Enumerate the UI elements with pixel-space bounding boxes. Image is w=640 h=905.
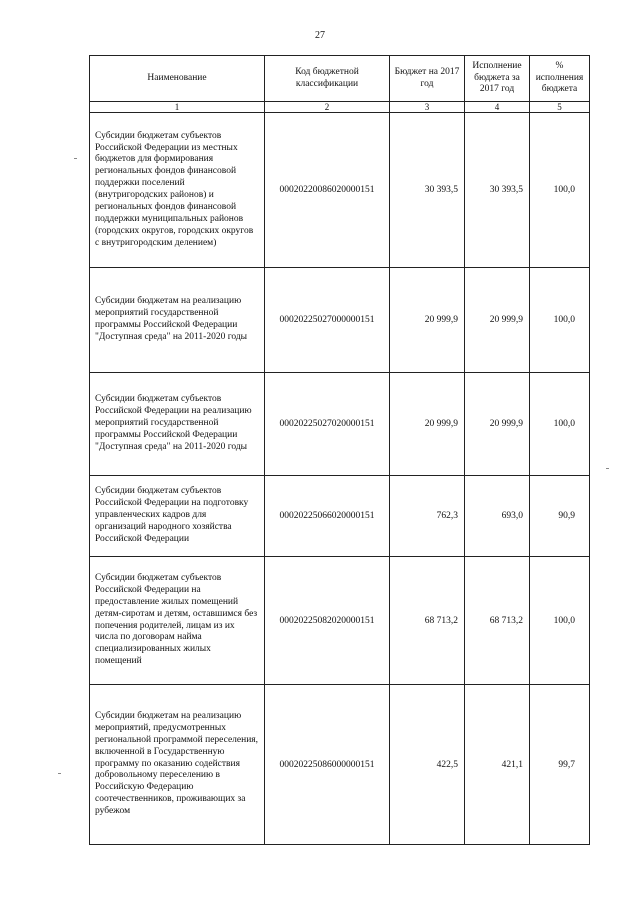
table-row (90, 476, 590, 557)
row-execution: 20 999,9 (465, 373, 530, 476)
table-row (90, 557, 590, 685)
header-percent: % исполнения бюджета (530, 56, 590, 102)
row-percent: 100,0 (530, 373, 590, 476)
table-row (90, 373, 590, 476)
row-budget: 68 713,2 (390, 557, 465, 685)
row-execution: 30 393,5 (465, 113, 530, 268)
row-execution: 20 999,9 (465, 268, 530, 373)
row-name: Субсидии бюджетам субъектов Российской Федерации на предоставление жилых помещений детям-сиротам и детям, оставшимся без попечения родителей, лицам из их числа по договорам найма специализированных жилых помещений (90, 557, 265, 685)
scan-speck (74, 158, 77, 159)
table-row (90, 685, 590, 845)
row-percent: 100,0 (530, 268, 590, 373)
row-code: 00020225086000000151 (265, 685, 390, 845)
row-execution: 421,1 (465, 685, 530, 845)
row-code: 00020225082020000151 (265, 557, 390, 685)
table-header (90, 56, 590, 113)
row-budget: 30 393,5 (390, 113, 465, 268)
row-name: Субсидии бюджетам на реализацию мероприятий государственной программы Российской Федерации "Доступная среда" на 2011-2020 годы (90, 268, 265, 373)
row-budget: 20 999,9 (390, 268, 465, 373)
page-number: 27 (315, 30, 325, 41)
row-budget: 422,5 (390, 685, 465, 845)
row-code: 00020225027020000151 (265, 373, 390, 476)
budget-table (89, 55, 590, 845)
row-budget: 20 999,9 (390, 373, 465, 476)
row-code: 00020225066020000151 (265, 476, 390, 557)
row-percent: 99,7 (530, 685, 590, 845)
header-name: Наименование (90, 56, 265, 102)
column-number-row (90, 102, 590, 113)
scan-speck (606, 468, 609, 469)
row-execution: 693,0 (465, 476, 530, 557)
column-number: 3 (390, 102, 465, 113)
column-number: 1 (90, 102, 265, 113)
scan-speck (58, 773, 61, 774)
table-row (90, 268, 590, 373)
column-number: 2 (265, 102, 390, 113)
row-code: 00020225027000000151 (265, 268, 390, 373)
row-name: Субсидии бюджетам субъектов Российской Федерации из местных бюджетов для формирования региональных фондов финансовой поддержки поселений (внутригородских районов) и региональных фондов финансовой поддержки муниципальных районов (городских округов, городских округов с внутригородским делением) (90, 113, 265, 268)
header-budget: Бюджет на 2017 год (390, 56, 465, 102)
row-code: 00020220086020000151 (265, 113, 390, 268)
column-number: 5 (530, 102, 590, 113)
row-budget: 762,3 (390, 476, 465, 557)
header-execution: Исполнение бюджета за 2017 год (465, 56, 530, 102)
row-percent: 100,0 (530, 113, 590, 268)
row-percent: 100,0 (530, 557, 590, 685)
header-code: Код бюджетной классификации (265, 56, 390, 102)
column-number: 4 (465, 102, 530, 113)
row-percent: 90,9 (530, 476, 590, 557)
row-name: Субсидии бюджетам субъектов Российской Федерации на подготовку управленческих кадров для организаций народного хозяйства Российской Федерации (90, 476, 265, 557)
row-name: Субсидии бюджетам субъектов Российской Федерации на реализацию мероприятий государственной программы Российской Федерации "Доступная среда" на 2011-2020 годы (90, 373, 265, 476)
table-row (90, 113, 590, 268)
row-name: Субсидии бюджетам на реализацию мероприятий, предусмотренных региональной программой переселения, включенной в Государственную программу по оказанию содействия добровольному переселению в Российскую Федерацию соотечественников, проживающих за рубежом (90, 685, 265, 845)
row-execution: 68 713,2 (465, 557, 530, 685)
